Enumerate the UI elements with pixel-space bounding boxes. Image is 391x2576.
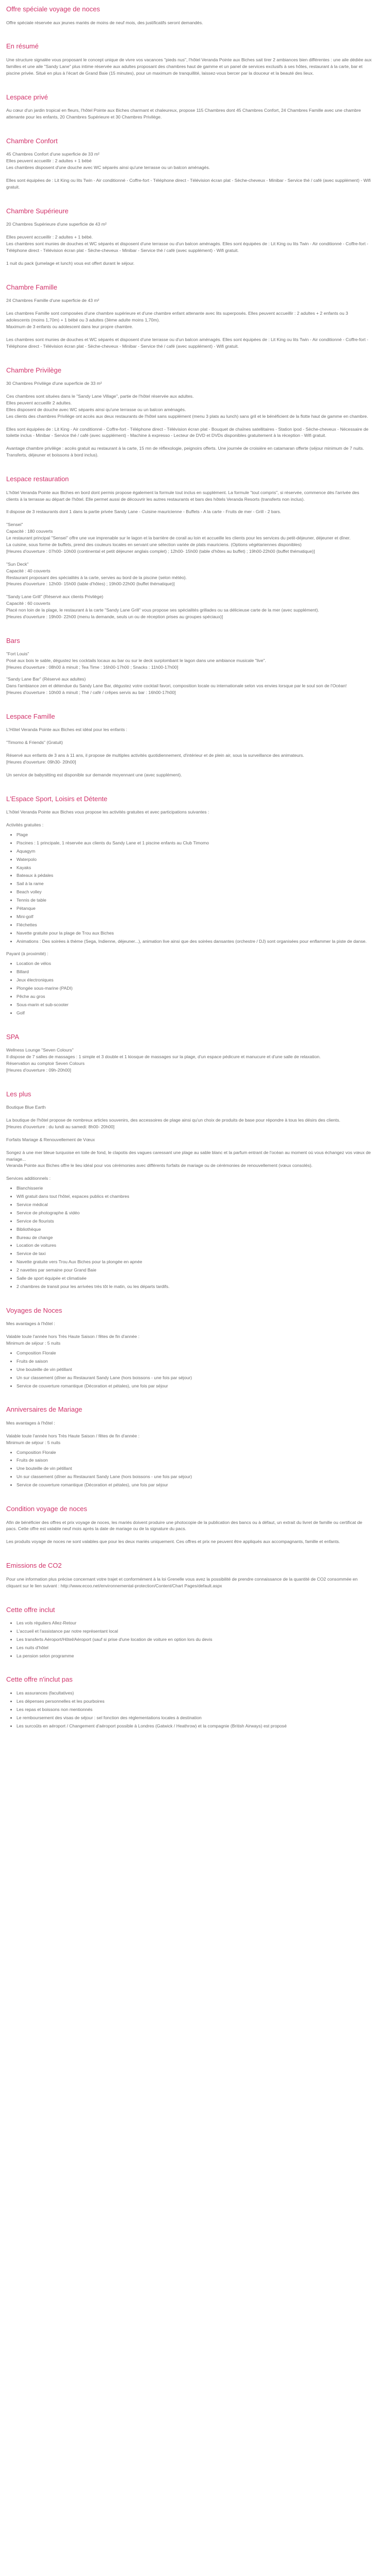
anniversary-title: Anniversaires de Mariage [6, 1405, 83, 1414]
famille-description: Les chambres Famille sont composées d'une chambre supérieure et d'une chambre enfant attenante avec lits superposés. Elles peuvent accueillir : 2 adultes + 2 enfants ou 3 adolescents (moins 1,70m) + 1 bébé ou 3 adultes (3ème adulte moins 1,70m). [6, 311, 348, 323]
list-item: • Service de couverture romantique (Décoration et pétales), une fois par séjour [17, 1383, 372, 1389]
boutique-hours: [Heures d'ouverture : du lundi au samedi: 8h00- 20h00] [6, 1124, 115, 1129]
list-item: • Un sur classement (dîner au Restaurant Sandy Lane (hors boissons - une fois par séjour) [17, 1473, 372, 1480]
superieure-size: 20 Chambres Supérieure d'une superficie de 43 m² [6, 222, 107, 227]
restauration-overview: Il dispose de 3 restaurants dont 1 dans la partie privée Sandy Lane - Cuisine mauricienne - Buffets - A la carte - Fruits de mer - Grill - 2 bars. [6, 509, 281, 515]
list-item: • Bibliothèque [17, 1226, 372, 1233]
anniversary-validity: Valable toute l'année hors Très Haute Saison / fêtes de fin d'année : [6, 1433, 140, 1438]
restaurant-sensei-name: "Sensei" [6, 522, 23, 528]
spa-hours: [Heures d'ouverture : 09h-20h00] [6, 1067, 71, 1073]
list-item: • Beach volley [17, 889, 372, 895]
restaurant-grill-description: Placé non loin de la plage, le restaurant à la carte "Sandy Lane Grill" vous propose ses spécialités grillades ou sa délicieuse carte de la mer (avec supplément). [6, 607, 319, 613]
list-item: • Service de couverture romantique (Décoration et pétales), une fois par séjour [17, 1482, 372, 1488]
list-item: • Plage [17, 832, 372, 838]
extras-section [6, 1089, 372, 1290]
honeymoon-title: Voyages de Noces [6, 1306, 62, 1314]
privilege-title: Chambre Privilège [6, 366, 61, 374]
bar-fortlouis-description: Posé aux bois le sable, dégustez les cocktails locaux au bar ou sur le deck surplombant le lagon dans une ambiance musicale "live". [6, 658, 266, 664]
conditions-section [6, 1504, 372, 1545]
list-item: • Fléchettes [17, 922, 372, 928]
paid-activities-label: Payant (à proximité) : [6, 951, 48, 957]
boutique-title: Boutique Blue Earth [6, 1105, 46, 1110]
list-item: • Les assurances (facultatives) [17, 1690, 372, 1697]
kids-club-description: Réservé aux enfants de 3 ans à 11 ans, il propose de multiples activités quotidiennement, d'intérieur et de plein air, sous la surveillance des animateurs. [6, 752, 304, 758]
list-item: • Les dépenses personnelles et les pourboires [17, 1698, 372, 1705]
includes-list [6, 1620, 372, 1659]
restauration-title: Lespace restauration [6, 475, 69, 483]
famille-space-title: Lespace Famille [6, 712, 55, 720]
confort-title: Chambre Confort [6, 137, 58, 145]
list-item: • Fruits de saison [17, 1457, 372, 1464]
list-item: • Tennis de table [17, 897, 372, 904]
restaurant-grill-capacity: Capacité : 60 couverts [6, 601, 51, 606]
excludes-list [6, 1690, 372, 1729]
superieure-capacity: Elles peuvent accueillir : 2 adultes + 1 bébé. [6, 234, 93, 240]
list-item: • Plongée sous-marine (PADI) [17, 985, 372, 992]
restaurant-sundeck-capacity: Capacité : 40 couverts [6, 568, 51, 573]
list-item: • Pêche au gros [17, 993, 372, 1000]
list-item: • Les vols réguliers Allez-Retour [17, 1620, 372, 1626]
restaurant-sundeck-hours: [Heures d'ouverture : 12h00- 15h00 (table d'hôtes) ; 19h00-22h00 (buffet thématique)] [6, 581, 175, 587]
confort-size: 45 Chambres Confort d'une superficie de 33 m² [6, 151, 100, 157]
privilege-access: Les clients des chambres Privilège ont accès aux deux restaurants de l'hôtel sans supplément (menu 3 plats au lunch) sans gril et le bénéficient de la flotte haut de gamme en chambre. [6, 413, 368, 419]
spa-section [6, 1032, 372, 1074]
famille-space-section [6, 711, 372, 778]
sport-intro: L'hôtel Veranda Pointe aux Biches vous propose les activités gratuites et avec participations suivantes : [6, 809, 209, 815]
list-item: • Blanchisserie [17, 1185, 372, 1192]
list-item: • Jeux électroniques [17, 977, 372, 984]
honeymoon-minimum: Minimum de séjour : 5 nuits [6, 1341, 61, 1346]
co2-title: Emissions de CO2 [6, 1562, 62, 1570]
list-item: • Wifi gratuit dans tout l'hôtel, espaces publics et chambres [17, 1193, 372, 1200]
sport-section [6, 794, 372, 1016]
confort-capacity: Elles peuvent accueillir : 2 adultes + 1 bébé [6, 158, 92, 164]
anniversary-list [6, 1449, 372, 1488]
privilege-equipment: Elles sont équipées de : Lit King - Air conditionné - Coffre-fort - Téléphone direct - Télévision écran plat - Bouquet de chaînes satellitaires - Station ipod - Sèche-cheveux - Nécessaire de toilette inclus - Minibar - Service thé / café (avec supplément) - Machine à expresso - Lecteur de DVD et DVDs disponibles gratuitement à la réception - Wifi gratuit. [6, 426, 369, 438]
bar-sandylane-name: "Sandy Lane Bar" (Réservé aux adultes) [6, 676, 86, 682]
privilege-section [6, 365, 372, 459]
famille-section [6, 282, 372, 350]
wedding-description: Songez à une mer bleue turquoise en toile de fond, le clapotis des vagues caressant une plage au sable blanc et la parfum entrant de l'océan au moment où vous échangez vos vœux de mariage... [6, 1149, 371, 1162]
list-item: • Service de taxi [17, 1250, 372, 1257]
list-item: • Aquagym [17, 848, 372, 855]
honeymoon-section [6, 1306, 372, 1389]
honeymoon-validity: Valable toute l'année hors Très Haute Saison / fêtes de fin d'année : [6, 1334, 140, 1340]
wedding-title: Forfaits Mariage & Renouvellement de Vœux [6, 1137, 95, 1142]
list-item: • Kayaks [17, 865, 372, 871]
excludes-section [6, 1674, 372, 1729]
restaurant-sensei-hours: [Heures d'ouverture : 07h00- 10h00 (continental et petit déjeuner anglais complet) ; 12h00- 15h00 (table d'hôtes au buffet) ; 19h00-22h00 (buffet thématique)] [6, 548, 315, 554]
famille-max: Maximum de 3 enfants ou adolescent dans leur propre chambre. [6, 324, 134, 329]
services-label: Services additionnels : [6, 1176, 51, 1181]
list-item: • Piscines : 1 principale, 1 réservée aux clients du Sandy Lane et 1 piscine enfants au Club Timomo [17, 840, 372, 846]
list-item: • Le remboursement des visas de séjour : sel fonction des réglementations locales à destination [17, 1715, 372, 1721]
list-item: • Une bouteille de vin pétillant [17, 1465, 372, 1472]
superieure-title: Chambre Supérieure [6, 207, 69, 215]
famille-equipment: Les chambres sont munies de douches et WC séparés et disposent d'une terrasse ou d'un balcon aménagés. Elles sont équipées de : Lit King ou lits Twin - Air conditionné - Coffre-fort - Téléphone direct - Télévision écran plat - Sèche-cheveux - Minibar - Service thé / café (avec supplément) - Wifi gratuit. [6, 336, 368, 349]
spa-title: SPA [6, 1032, 20, 1041]
restaurant-sensei-capacity: Capacité : 180 couverts [6, 529, 53, 534]
list-item: • 2 navettes par semaine pour Grand Baie [17, 1267, 372, 1274]
list-item: • Navette gratuite vers Trou Aux Biches pour la plongée en apnée [17, 1259, 372, 1265]
spa-name: Wellness Lounge "Seven Colours" [6, 1047, 74, 1053]
list-item: • Une bouteille de vin pétillant [17, 1366, 372, 1373]
bar-sandylane-description: Dans l'ambiance zen et détendue du Sandy Lane Bar, dégustez votre cocktail favori, composition locale ou internationale selon vos envies lorsque par le soul son de l'Océan! [6, 683, 347, 688]
superieure-note: 1 nuit du pack (jumelage et lunch) vous est offert durant le séjour. [6, 260, 135, 266]
paid-activities-list [6, 960, 372, 1016]
superieure-section [6, 206, 372, 267]
list-item: • Composition Florale [17, 1350, 372, 1357]
offer-title: Offre spéciale voyage de noces [6, 5, 100, 13]
space-text: Au cœur d'un jardin tropical en fleurs, l'hôtel Pointe aux Biches charmant et chaleureux, propose 115 Chambres dont 45 Chambres Confort, 24 Chambres Famille avec une chambre attenante pour les enfants, 20 Chambres Supérieure et 30 Chambres Privilège. [6, 108, 361, 120]
list-item: • Bateaux à pédales [17, 872, 372, 879]
list-item: • L'accueil et l'assistance par notre représentant local [17, 1628, 372, 1635]
list-item: • Golf [17, 1010, 372, 1016]
conditions-title: Condition voyage de noces [6, 1505, 87, 1513]
bar-fortlouis-hours: [Heures d'ouverture : 08h00 à minuit ; Tea Time : 16h00-17h00 ; Snacks : 11h00-17h00] [6, 665, 178, 670]
bar-fortlouis-name: "Fort Louis" [6, 651, 29, 657]
list-item: • Animations : Des soirées à thème (Sega, Indienne, déjeuner...), animation live ainsi que des soirées dansantes (orchestre / DJ) sont organisées pour enflammer la piste de danse. [17, 938, 372, 945]
privilege-size: 30 Chambres Privilège d'une superficie de 33 m² [6, 381, 102, 386]
co2-section [6, 1561, 372, 1589]
famille-title: Chambre Famille [6, 283, 57, 291]
list-item: • Fruits de saison [17, 1358, 372, 1365]
famille-size: 24 Chambres Famille d'une superficie de 43 m² [6, 298, 100, 303]
list-item: • Waterpolo [17, 856, 372, 863]
offer-text: Offre spéciale réservée aux jeunes mariés de moins de neuf mois, des justificatifs seront demandés. [6, 20, 203, 25]
restaurant-grill-name: "Sandy Lane Grill" (Réservé aux clients Privilège) [6, 594, 104, 600]
famille-space-intro: L'Hôtel Veranda Pointe aux Biches est idéal pour les enfants : [6, 727, 127, 733]
restaurant-sundeck-name: "Sun Deck" [6, 561, 29, 567]
anniversary-advantages: Mes avantages à l'hôtel : [6, 1420, 55, 1426]
anniversary-section [6, 1404, 372, 1488]
bars-title: Bars [6, 636, 20, 645]
list-item: • La pension selon programme [17, 1653, 372, 1659]
list-item: • Mini-golf [17, 913, 372, 920]
summary-title: En résumé [6, 42, 39, 50]
list-item: • Navette gratuite pour la plage de Trou aux Biches [17, 930, 372, 937]
list-item: • Billard [17, 969, 372, 975]
list-item: • Bureau de change [17, 1234, 372, 1241]
list-item: • Service médical [17, 1201, 372, 1208]
anniversary-minimum: Minimum de séjour : 5 nuits [6, 1439, 61, 1445]
confort-equipment: Elles sont équipées de : Lit King ou lits Twin - Air conditionné - Coffre-fort - Téléphone direct - Télévision écran plat - Sèche-cheveux - Minibar - Service thé / café (avec supplément) - Wifi gratuit. [6, 178, 371, 190]
list-item: • 2 chambres de transit pour les arrivées très tôt le matin, ou les départs tardifs. [17, 1283, 372, 1290]
list-item: • Location de vélos [17, 960, 372, 967]
list-item: • Location de voitures [17, 1242, 372, 1249]
bars-section [6, 636, 372, 696]
summary-text: Une structure signalée vous proposant le concept unique de vivre vos vacances "pieds nus", l'hôtel Veranda Pointe aux Biches sait tirer 2 ambiances bien différentes : une aile dédiée aux familles et une aile "Sandy Lane" plus intime réservée aux adultes proposant des chambres haut de gamme et un panel de services exclusifs à ses hôtes, restaurant à la carte, bar et piscine privée. Situé en plus à l'écart de Grand Baie (15 minutes), pour un maximum de tranquillité, laissez-vous bercer par la douceur et la beauté des lieux. [6, 57, 372, 76]
bar-sandylane-hours: [Heures d'ouverture : 10h00 à minuit ; Thé / café / crêpes servis au bar : 16h00-17h00] [6, 689, 176, 695]
list-item: • Service de photographe & vidéo [17, 1210, 372, 1216]
list-item: • Salle de sport équipée et climatisée [17, 1275, 372, 1282]
privilege-layout: Elles disposent de douche avec WC séparés ainsi qu'une terrasse ou un balcon aménagés. [6, 406, 186, 412]
space-title: Lespace privé [6, 93, 48, 101]
privilege-advantages: Avantage chambre privilège : accès gratuit au restaurant à la carte, 15 mn de réflexologie, peignoirs offerts. Une journée de croisière en catamaran offerte (séjour minimum de 7 nuits. Transferts, déjeuner et boissons à bord inclus). [6, 446, 364, 458]
extras-title: Les plus [6, 1090, 31, 1098]
includes-section [6, 1605, 372, 1659]
restaurant-sundeck-description: Restaurant proposant des spécialités à la carte, servies au bord de la piscine (selon météo). [6, 574, 187, 580]
confort-layout: Les chambres disposent d'une douche avec WC séparés ainsi qu'une terrasse ou un balcon aménagés. [6, 165, 210, 171]
sport-title: L'Espace Sport, Loisirs et Détente [6, 794, 108, 803]
wedding-offer: Veranda Pointe aux Biches offre le lieu idéal pour vos cérémonies avec différents forfaits de mariage ou de cérémonies de renouvellement (vœux consolés). [6, 1163, 313, 1168]
list-item: • Pétanque [17, 905, 372, 912]
list-item: • Service de flourists [17, 1218, 372, 1225]
list-item: • Sail à la rame [17, 880, 372, 887]
list-item: • Sous-marin et sub-scooter [17, 1002, 372, 1008]
includes-title: Cette offre inclut [6, 1605, 55, 1614]
restauration-section [6, 474, 372, 620]
list-item: • Les repas et boissons non mentionnés [17, 1706, 372, 1713]
excludes-title: Cette offre n'inclut pas [6, 1675, 73, 1684]
superieure-equipment: Les chambres sont munies de douches et WC séparés et disposent d'une terrasse ou d'un balcon aménagés. Elles sont équipées de : Lit King ou lits Twin - Air conditionné - Coffre-fort - Téléphone direct - Télévision écran plat - Sèche-cheveux - Minibar - Service thé / café (avec supplément) - Wifi gratuit. [6, 241, 368, 253]
restaurant-sensei-cuisine: La cuisine, sous forme de buffets, prend des couleurs locales en servant une sélection variée de plats mauriciens. (Options végétariennes disponibles) [6, 541, 302, 547]
kids-club-hours: [Heures d'ouverture: 09h30- 20h00] [6, 759, 76, 765]
list-item: • Les surcoûts en aéroport / Changement d'aéroport possible à Londres (Gatwick / Heathrow) et la compagnie (British Airways) est proposé [17, 1723, 372, 1730]
honeymoon-list [6, 1350, 372, 1389]
restauration-intro: L'hôtel Veranda Pointe aux Biches en bord dont permis propose également la formule tout inclus en supplément. La formule "tout compris", si réservée, commence dès l'arrivée des clients à la terrasse au départ de l'hôtel. Elle permet aussi de découvrir les autres restaurants et bars des hôtels Veranda Resorts (transferts non inclus). [6, 489, 360, 502]
privilege-location: Ces chambres sont situées dans le "Sandy Lane Village", partie de l'hôtel réservée aux adultes. [6, 393, 194, 399]
list-item: • Les transferts Aéroport/Hôtel/Aéroport (sauf si prise d'une location de voiture en option lors du devis [17, 1636, 372, 1643]
services-list [6, 1185, 372, 1290]
honeymoon-advantages: Mes avantages à l'hôtel : [6, 1321, 55, 1327]
summary-section [6, 41, 372, 76]
babysitting-note: Un service de babysitting est disponible sur demande moyennant une (avec supplément). [6, 772, 182, 777]
kids-club-name: "Timomo & Friends" (Gratuit) [6, 740, 63, 745]
restaurant-sensei-description: Le restaurant principal "Sensei" offre une vue imprenable sur le lagon et la barrière de corail au loin et accueille les clients pour les services du petit-déjeuner, déjeuner et dîner. [6, 535, 351, 541]
free-activities-label: Activités gratuites : [6, 822, 44, 828]
boutique-description: La boutique de l'hôtel propose de nombreux articles souvenirs, des accessoires de plage ainsi qu'un choix de produits de base pour répondre à tous les désirs des clients. [6, 1117, 340, 1123]
restaurant-grill-hours: [Heures d'ouverture : 19h00- 22h00 (menu la demande, seuls un ou de réception prises au groupes spéciaux)] [6, 614, 223, 619]
list-item: • Les nuits d'hôtel [17, 1645, 372, 1651]
list-item: • Composition Florale [17, 1449, 372, 1456]
conditions-text-1: Afin de bénéficier des offres et prix voyage de noces, les mariés doivent produire une photocopie de la publication des bancs ou à défaut, un extrait du livret de famille ou certificat de pacs. Cette offre est valable neuf mois après la date de mariage ou de la signature du pacs. [6, 1519, 363, 1532]
spa-booking: Réservation au comptoir Seven Colours [6, 1060, 85, 1066]
list-item: • Un sur classement (dîner au Restaurant Sandy Lane (hors boissons - une fois par séjour) [17, 1375, 372, 1381]
privilege-capacity: Elles peuvent accueillir 2 adultes. [6, 400, 72, 405]
space-section [6, 92, 372, 121]
conditions-text-2: Les produits voyage de noces ne sont valables que pour les deux mariés uniquement. Ces offres et prix ne peuvent être appliqués aux accompagnants, famille et enfants. [6, 1539, 340, 1545]
free-activities-list [6, 832, 372, 944]
confort-section [6, 136, 372, 191]
spa-description: Il dispose de 7 salles de massages : 1 simple et 3 double et 1 kiosque de massages sur la plage, d'un espace pédicure et manucure et d'une salle de relaxation. [6, 1054, 321, 1059]
offer-section [6, 4, 372, 26]
co2-text: Pour une information plus précise concernant votre trajet et conformément à la loi Grenelle vous avez la possibilité de prendre connaissance de la quantité de CO2 consommée en cliquant sur le lien suivant : http://www.ecoo.net/environnemental-protection/Content/Chart Pages/default.aspx [6, 1576, 358, 1588]
